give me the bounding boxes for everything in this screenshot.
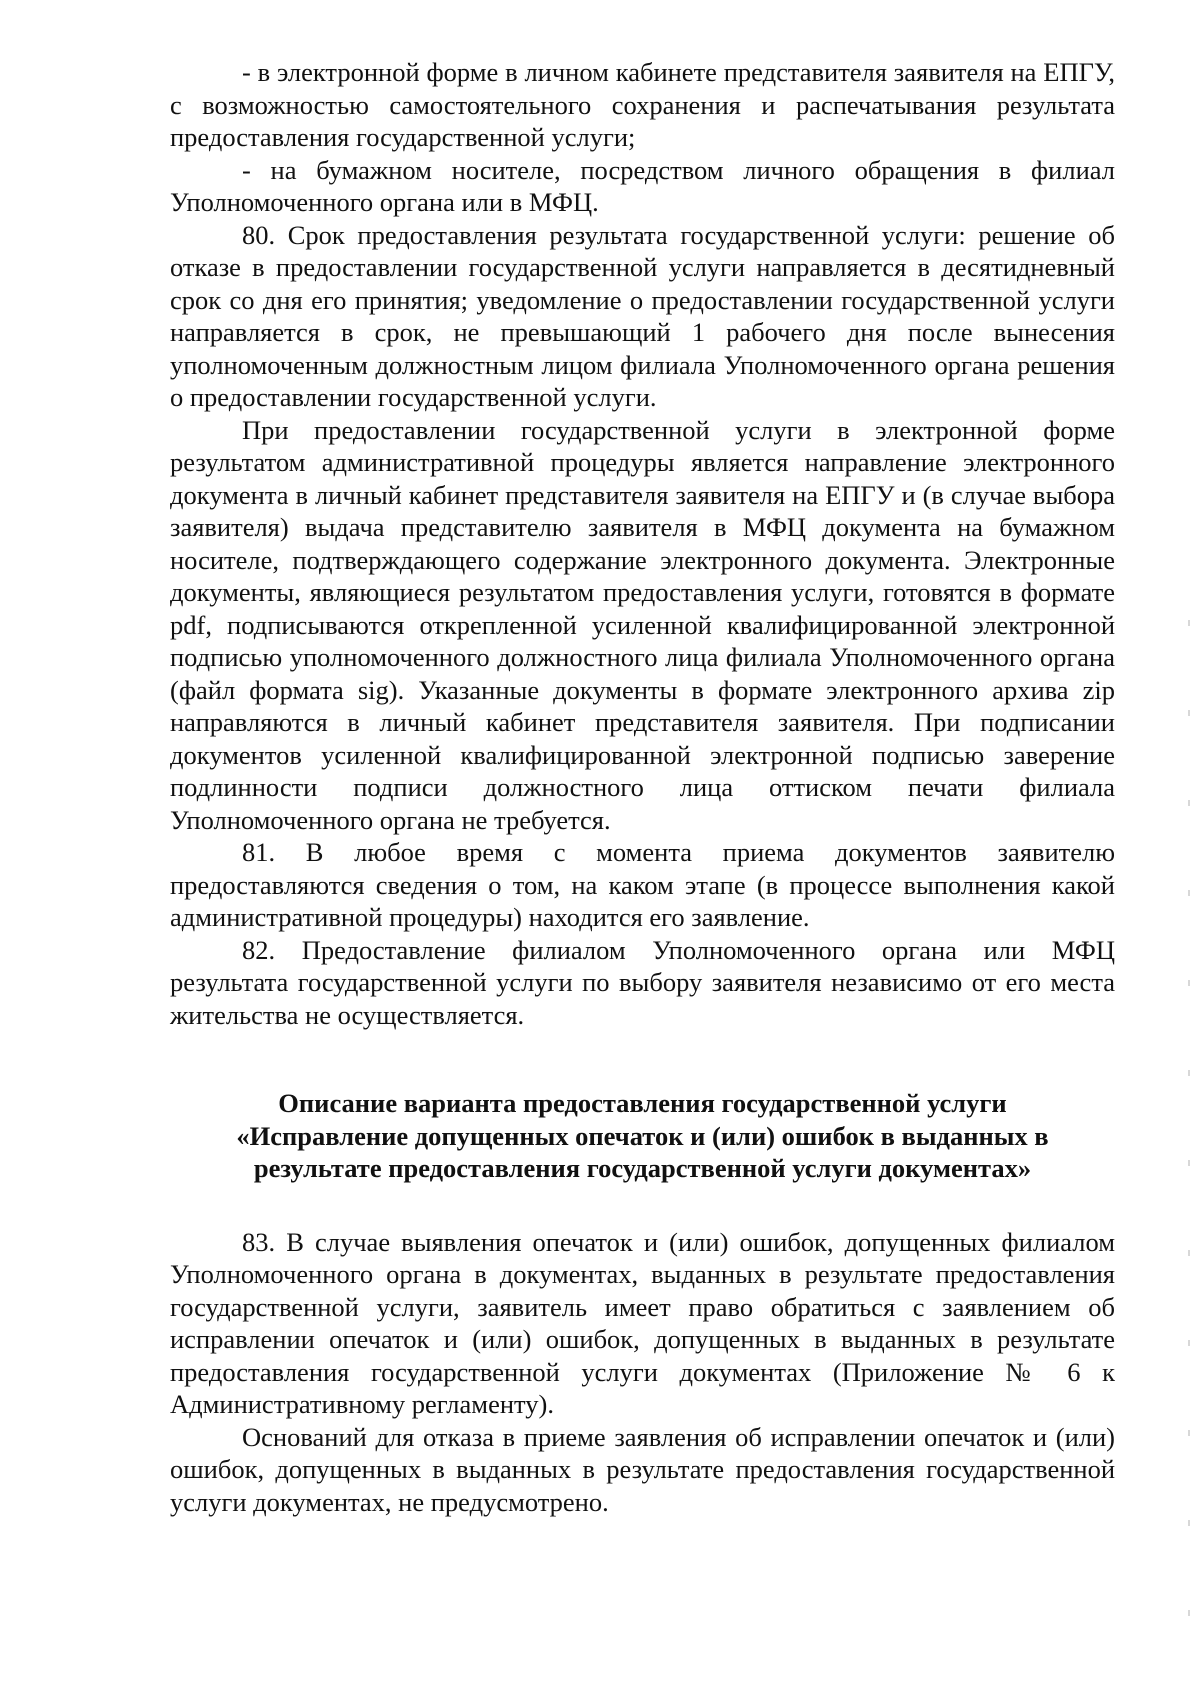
paragraph-paper-form: - на бумажном носителе, посредством личного обращения в филиал Уполномоченного органа или в МФЦ. — [170, 154, 1115, 217]
paragraph-81-status-info: 81. В любое время с момента приема документов заявителю предоставляются сведения о том, на каком этапе (в процессе выполнения какой административной процедуры) находится его заявление. — [170, 837, 1115, 932]
section-heading-line-1: Описание варианта предоставления государственной услуги — [278, 1088, 1007, 1118]
paragraph-80-term: 80. Срок предоставления результата государственной услуги: решение об отказе в предоставлении государственной услуги направляется в десятидневный срок со дня его принятия; уведомление о предоставлении государственной услуги направляется в срок, не превышающий 1 рабочего дня после вынесения уполномоченным должностным лицом филиала Уполномоченного органа решения о предоставлении государственной услуги. — [170, 219, 1115, 412]
document-body — [170, 56, 1115, 1518]
section-heading-line-3: результате предоставления государственной услуги документах» — [253, 1153, 1032, 1183]
paragraph-83-corrections: 83. В случае выявления опечаток и (или) ошибок, допущенных филиалом Уполномоченного органа в документах, выданных в результате предоставления государственной услуги, заявитель имеет право обратиться с заявлением об исправлении опечаток и (или) ошибок, допущенных в выданных в результате предоставления государственной услуги документах (Приложение № 6 к Административному регламенту). — [170, 1226, 1115, 1419]
section-heading-line-2: «Исправление допущенных опечаток и (или) ошибок в выданных в — [236, 1120, 1049, 1151]
section-heading — [170, 1087, 1115, 1185]
scan-edge-artifact — [1188, 620, 1190, 1620]
paragraph-no-refusal-grounds: Оснований для отказа в приеме заявления об исправлении опечаток и (или) ошибок, допущенных в выданных в результате предоставления государственной услуги документах, не предусмотрено. — [170, 1421, 1115, 1517]
paragraph-electronic-form: - в электронной форме в личном кабинете представителя заявителя на ЕПГУ, с возможностью самостоятельного сохранения и распечатывания результата предоставления государственной услуги; — [170, 57, 1115, 152]
paragraph-82-extraterritorial: 82. Предоставление филиалом Уполномоченного органа или МФЦ результата государственной услуги по выбору заявителя независимо от его места жительства не осуществляется. — [170, 934, 1115, 1030]
paragraph-electronic-result: При предоставлении государственной услуги в электронной форме результатом административной процедуры является направление электронного документа в личный кабинет представителя заявителя на ЕПГУ и (в случае выбора заявителя) выдача представителю заявителя в МФЦ документа на бумажном носителе, подтверждающего содержание электронного документа. Электронные документы, являющиеся результатом предоставления услуги, готовятся в формате pdf, подписываются открепленной усиленной квалифицированной электронной подписью уполномоченного должностного лица филиала Уполномоченного органа (файл формата sig). Указанные документы в формате электронного архива zip направляются в личный кабинет представителя заявителя. При подписании документов усиленной квалифицированной электронной подписью заверение подлинности подписи должностного лица оттиском печати филиала Уполномоченного органа не требуется. — [170, 414, 1115, 835]
